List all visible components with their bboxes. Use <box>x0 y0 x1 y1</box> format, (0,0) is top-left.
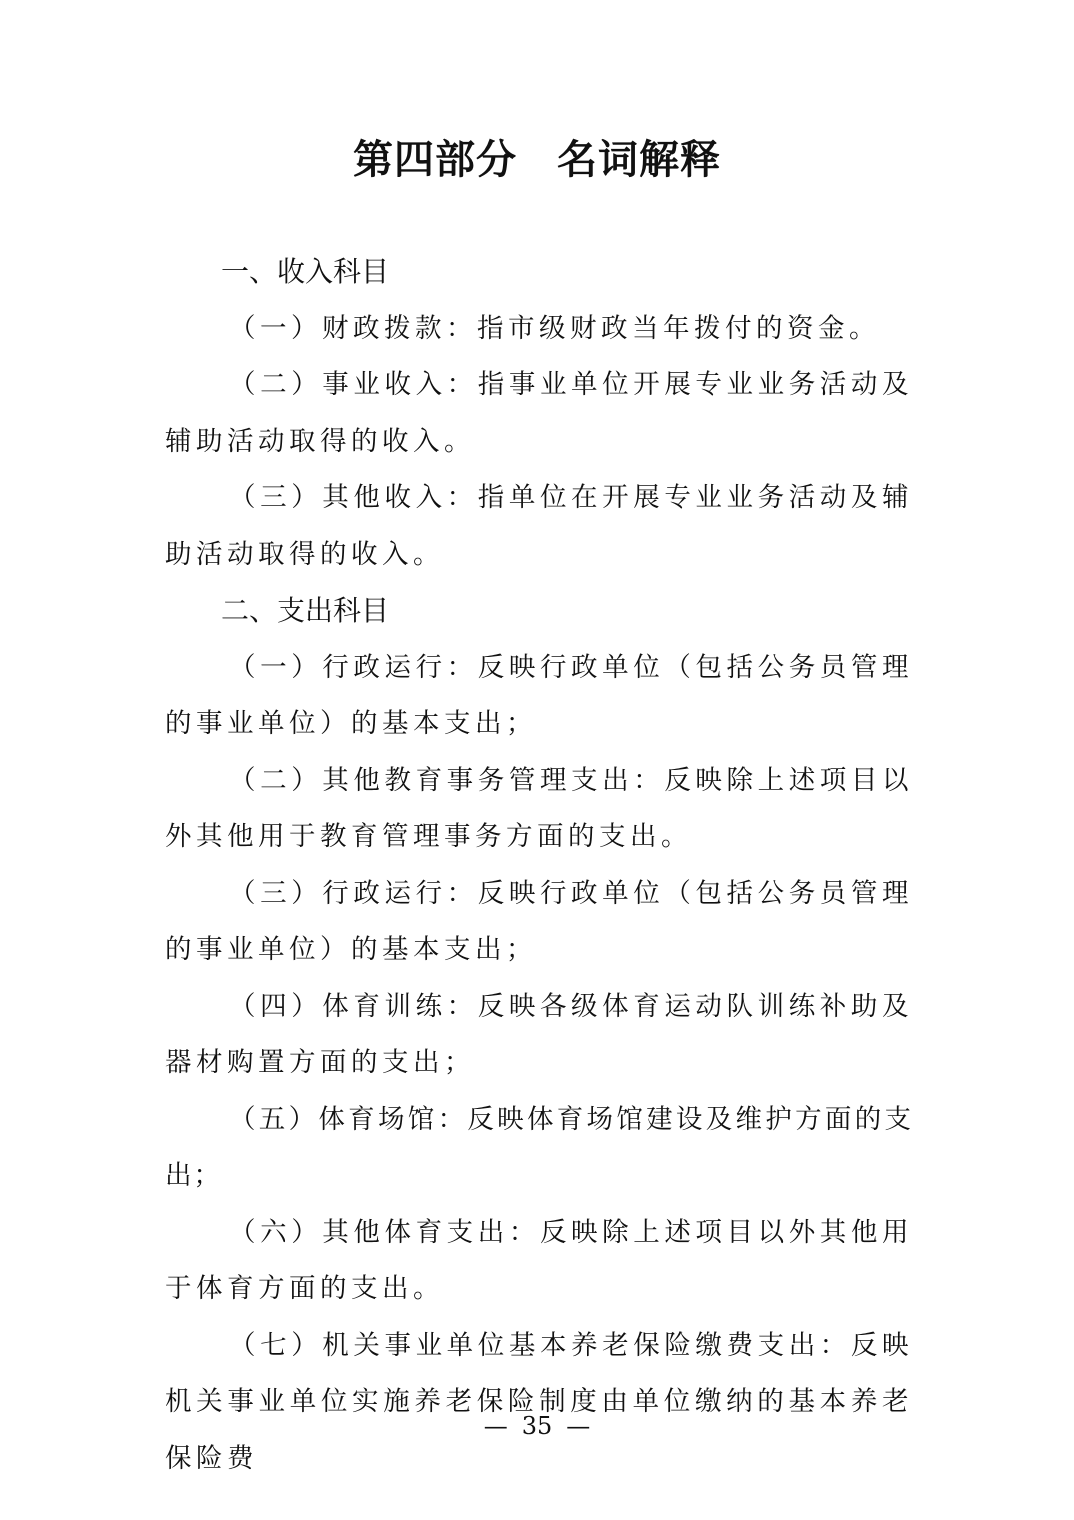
expenditure-item-5: （五）体育场馆：反映体育场馆建设及维护方面的支出； <box>165 1103 913 1191</box>
footer-dash-left: — <box>483 1412 508 1440</box>
page-footer <box>0 1408 1074 1444</box>
document-body <box>165 244 913 1487</box>
expenditure-item-3: （三）行政运行：反映行政单位（包括公务员管理的事业单位）的基本支出； <box>165 877 913 965</box>
expenditure-item-4: （四）体育训练：反映各级体育运动队训练补助及器材购置方面的支出； <box>165 990 913 1078</box>
page-title <box>0 136 1074 184</box>
income-item-2: （二）事业收入：指事业单位开展专业业务活动及辅助活动取得的收入。 <box>165 369 913 457</box>
income-item-3: （三）其他收入：指单位在开展专业业务活动及辅助活动取得的收入。 <box>165 482 913 570</box>
section-heading-income: 一、收入科目 <box>221 255 390 288</box>
page-number: 35 <box>521 1412 553 1440</box>
income-item-1: （一）财政拨款：指市级财政当年拨付的资金。 <box>229 312 880 344</box>
expenditure-item-7: （七）机关事业单位基本养老保险缴费支出：反映机关事业单位实施养老保险制度由单位缴纳的基本养老保险费 <box>165 1329 913 1474</box>
title-part: 第四部分 <box>353 137 517 183</box>
expenditure-item-6: （六）其他体育支出：反映除上述项目以外其他用于体育方面的支出。 <box>165 1216 913 1304</box>
footer-dash-right: — <box>566 1412 591 1440</box>
expenditure-item-2: （二）其他教育事务管理支出：反映除上述项目以外其他用于教育管理事务方面的支出。 <box>165 764 913 852</box>
title-name: 名词解释 <box>557 137 721 183</box>
section-heading-expenditure: 二、支出科目 <box>221 594 390 627</box>
expenditure-item-1: （一）行政运行：反映行政单位（包括公务员管理的事业单位）的基本支出； <box>165 651 913 739</box>
